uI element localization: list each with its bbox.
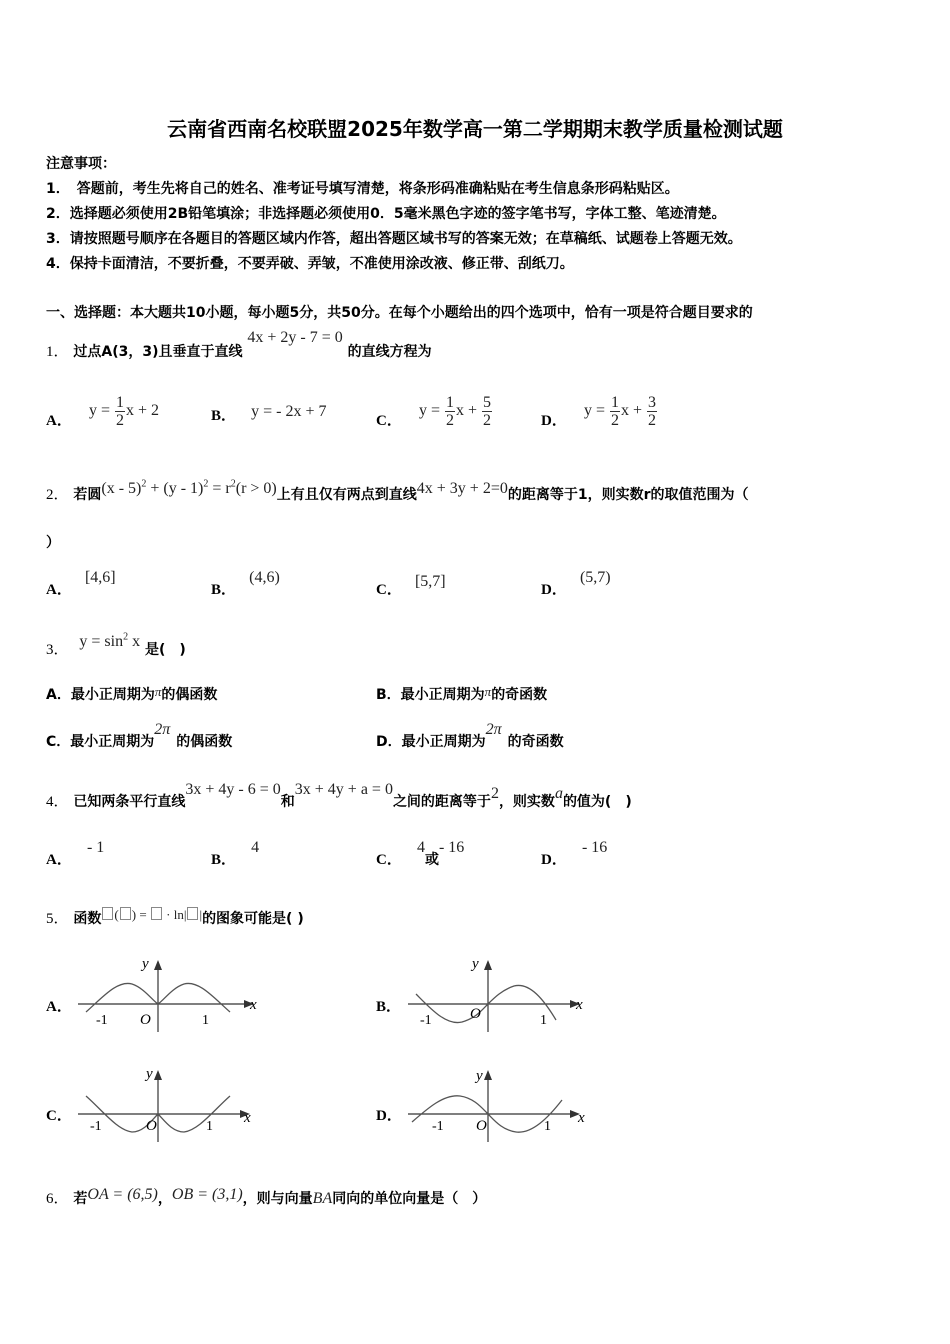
option-c[interactable] — [376, 570, 446, 598]
option-d[interactable] — [541, 836, 608, 868]
origin-label: O — [146, 1118, 157, 1134]
math-text: 4 — [251, 839, 260, 856]
option-label: A． — [46, 413, 72, 430]
question-text: 过点A(3，3)且垂直于直线 — [73, 344, 243, 360]
option-c[interactable] — [376, 836, 465, 868]
option-label: C． — [46, 734, 71, 750]
question-5 — [46, 907, 304, 928]
graph-option-a[interactable] — [72, 950, 262, 1035]
math-text: = r — [208, 480, 231, 497]
placeholder-glyph — [187, 907, 198, 920]
option-text: 最小正周期为 — [400, 687, 485, 703]
option-a[interactable] — [46, 394, 159, 429]
option-c[interactable] — [46, 721, 233, 751]
math-text: - 16 — [581, 839, 608, 856]
y-arrow — [154, 960, 162, 970]
option-label: C． — [46, 1108, 72, 1124]
option-d[interactable] — [541, 566, 611, 598]
question-text: 的距离等于1，则实数r的取值范围为（ — [507, 487, 749, 503]
fraction-den: 2 — [115, 412, 124, 429]
x-label: x — [576, 997, 583, 1013]
option-text: 的偶函数 — [161, 687, 218, 703]
notice-item: 1． 答题前，考生先将自己的姓名、准考证号填写清楚，将条形码准确粘贴在考生信息条形码粘贴区。 — [46, 181, 679, 197]
y-label: y — [476, 1068, 483, 1084]
math-text: y = — [418, 402, 444, 420]
option-text: 或 — [424, 852, 439, 868]
math-text: 2π — [485, 721, 502, 738]
question-number: 6． — [46, 1191, 69, 1207]
x-label: x — [578, 1110, 585, 1126]
notice-item: 4．保持卡面清洁，不要折叠，不要弄破、弄皱，不准使用涂改液、修正带、刮纸刀。 — [46, 256, 574, 272]
question-number: 3． — [46, 642, 69, 658]
question-text: 和 — [280, 794, 295, 810]
vector-oa: OA = (6,5) — [87, 1186, 158, 1203]
option-label: D． — [541, 852, 567, 868]
math-text: y = — [583, 402, 609, 420]
option-b[interactable] — [376, 684, 547, 704]
option-label: A． — [46, 687, 71, 703]
question-text: 是( ) — [144, 642, 186, 658]
math-text: · ln| — [162, 907, 187, 922]
math-text: (x - 5) — [101, 480, 142, 497]
option-label: A． — [46, 852, 72, 868]
notice-heading: 注意事项： — [46, 156, 116, 172]
option-a[interactable] — [46, 836, 105, 868]
question-2 — [46, 478, 749, 504]
question-text: ， — [157, 1191, 172, 1207]
line-equation: 4x + 3y + 2=0 — [416, 480, 508, 497]
option-label: D． — [541, 413, 567, 430]
option-d[interactable] — [541, 394, 658, 429]
graph-option-d[interactable] — [402, 1060, 592, 1145]
question-text: ，则实数 — [498, 794, 555, 810]
math-text: 2 — [490, 785, 499, 802]
option-label: D． — [376, 734, 402, 750]
option-text: 最小正周期为 — [70, 687, 155, 703]
graph-option-b[interactable] — [402, 950, 592, 1035]
y-arrow — [484, 1070, 492, 1080]
x-label: x — [244, 1110, 251, 1126]
question-number: 2． — [46, 487, 69, 503]
question-text: 若 — [73, 1191, 88, 1207]
fraction-num: 1 — [115, 394, 124, 411]
math-text: a — [554, 785, 563, 802]
math-text: x — [128, 633, 141, 650]
origin-label: O — [470, 1006, 481, 1022]
option-label: B． — [211, 408, 237, 424]
placeholder-glyph — [120, 907, 131, 920]
notice-item: 3．请按照题号顺序在各题目的答题区域内作答，超出答题区域书写的答案无效；在草稿纸、试题卷上答题无效。 — [46, 231, 742, 247]
option-b[interactable] — [211, 836, 260, 868]
math-text: y = — [88, 402, 114, 420]
tick-label: 1 — [206, 1119, 213, 1134]
question-number: 5． — [46, 911, 69, 927]
fraction-den: 2 — [610, 412, 619, 429]
fraction-den: 2 — [445, 412, 454, 429]
math-text: (r > 0) — [235, 480, 277, 497]
option-label: C． — [376, 582, 402, 598]
exponent: 2 — [123, 631, 129, 643]
option-label: B． — [376, 999, 402, 1015]
math-text: x + — [620, 402, 646, 420]
option-label: C． — [376, 852, 402, 868]
tick-label: -1 — [432, 1119, 444, 1134]
math-text: y = sin — [79, 633, 124, 650]
line-equation: 4x + 2y - 7 = 0 — [247, 329, 343, 346]
math-text: π — [154, 684, 162, 699]
question-3 — [46, 630, 186, 658]
origin-label: O — [476, 1118, 487, 1134]
exponent: 2 — [141, 478, 147, 490]
math-text: [5,7] — [414, 573, 446, 590]
option-label: B． — [376, 687, 401, 703]
math-text: π — [484, 684, 492, 699]
fraction-den: 2 — [648, 412, 656, 429]
math-text: x + 2 — [125, 402, 159, 420]
notice-item: 2．选择题必须使用2B铅笔填涂；非选择题必须使用0．5毫米黑色字迹的签字笔书写，字体工整、笔迹清楚。 — [46, 206, 726, 222]
vector-ob: OB = (3,1) — [171, 1186, 243, 1203]
option-text: 的偶函数 — [176, 734, 233, 750]
question-text: 之间的距离等于 — [392, 794, 491, 810]
origin-label: O — [140, 1012, 151, 1028]
math-text: [4,6] — [84, 569, 116, 586]
question-1 — [46, 329, 432, 361]
math-text: y = - 2x + 7 — [251, 403, 327, 420]
y-label: y — [142, 956, 149, 972]
tick-label: -1 — [96, 1013, 108, 1028]
question-4 — [46, 781, 632, 811]
circle-equation — [101, 480, 276, 497]
graph-option-c[interactable] — [72, 1060, 262, 1145]
tick-label: -1 — [420, 1013, 432, 1028]
option-label: D． — [376, 1108, 402, 1124]
question-text: ） — [46, 535, 60, 551]
option-b[interactable] — [211, 566, 280, 598]
question-text: 上有且仅有两点到直线 — [276, 487, 417, 503]
tick-label: 1 — [544, 1119, 551, 1134]
math-text: (4,6) — [249, 569, 280, 586]
line-equation: 3x + 4y + a = 0 — [294, 781, 393, 798]
question-number: 1． — [46, 344, 69, 360]
fraction-num: 5 — [483, 394, 491, 411]
option-text: 最小正周期为 — [70, 734, 155, 750]
fraction-den: 2 — [483, 412, 491, 429]
question-text: 已知两条平行直线 — [73, 794, 186, 810]
option-b[interactable] — [211, 404, 326, 425]
fraction-num: 3 — [648, 394, 656, 411]
exponent: 2 — [230, 478, 236, 490]
placeholder-glyph — [102, 907, 113, 920]
option-a[interactable] — [46, 684, 217, 704]
option-label: A． — [46, 582, 72, 598]
fraction-num: 1 — [610, 394, 619, 411]
section-heading: 一、选择题：本大题共10小题，每小题5分，共50分。在每个小题给出的四个选项中，恰有一项是符合题目要求的 — [46, 305, 753, 321]
question-text: 同向的单位向量是（ ） — [332, 1191, 487, 1207]
fraction-num: 1 — [445, 394, 454, 411]
math-text: x + — [455, 402, 481, 420]
math-text: 4 — [416, 839, 425, 856]
vector-ba: BA — [312, 1190, 333, 1207]
function-expression — [101, 907, 202, 922]
question-text: 的直线方程为 — [347, 344, 432, 360]
math-text: - 1 — [86, 839, 105, 856]
option-c[interactable] — [376, 394, 493, 429]
y-label: y — [146, 1066, 153, 1082]
math-text: (5,7) — [579, 569, 611, 586]
option-label: B． — [211, 582, 237, 598]
y-label: y — [472, 956, 479, 972]
option-text: 的奇函数 — [507, 734, 564, 750]
tick-label: -1 — [90, 1119, 102, 1134]
tick-label: 1 — [540, 1013, 547, 1028]
y-arrow — [154, 1070, 162, 1080]
question-6 — [46, 1187, 486, 1208]
line-equation: 3x + 4y - 6 = 0 — [185, 781, 281, 798]
question-text: 的图象可能是( ) — [202, 911, 304, 927]
question-text: ，则与向量 — [242, 1191, 313, 1207]
question-text: 的值为( ) — [562, 794, 632, 810]
y-arrow — [484, 960, 492, 970]
option-label: D． — [541, 582, 567, 598]
placeholder-glyph — [151, 907, 162, 920]
option-text: 的奇函数 — [491, 687, 548, 703]
question-text: 若圆 — [73, 487, 102, 503]
question-number: 4． — [46, 794, 69, 810]
option-label: B． — [211, 852, 237, 868]
math-text: 2π — [154, 721, 171, 738]
tick-label: 1 — [202, 1013, 209, 1028]
option-label: C． — [376, 413, 402, 430]
math-text: ( — [114, 907, 119, 922]
exponent: 2 — [203, 478, 209, 490]
option-label: A． — [46, 999, 72, 1015]
option-d[interactable] — [376, 721, 564, 751]
math-text: + (y - 1) — [146, 480, 204, 497]
math-text: | — [199, 907, 203, 922]
page-title: 云南省西南名校联盟2025年数学高一第二学期期末教学质量检测试题 — [167, 117, 783, 141]
option-a[interactable] — [46, 566, 116, 598]
question-text: 函数 — [73, 911, 102, 927]
math-text: ) = — [131, 907, 150, 922]
option-text: 最小正周期为 — [401, 734, 486, 750]
x-label: x — [250, 997, 257, 1013]
math-text: - 16 — [438, 839, 465, 856]
